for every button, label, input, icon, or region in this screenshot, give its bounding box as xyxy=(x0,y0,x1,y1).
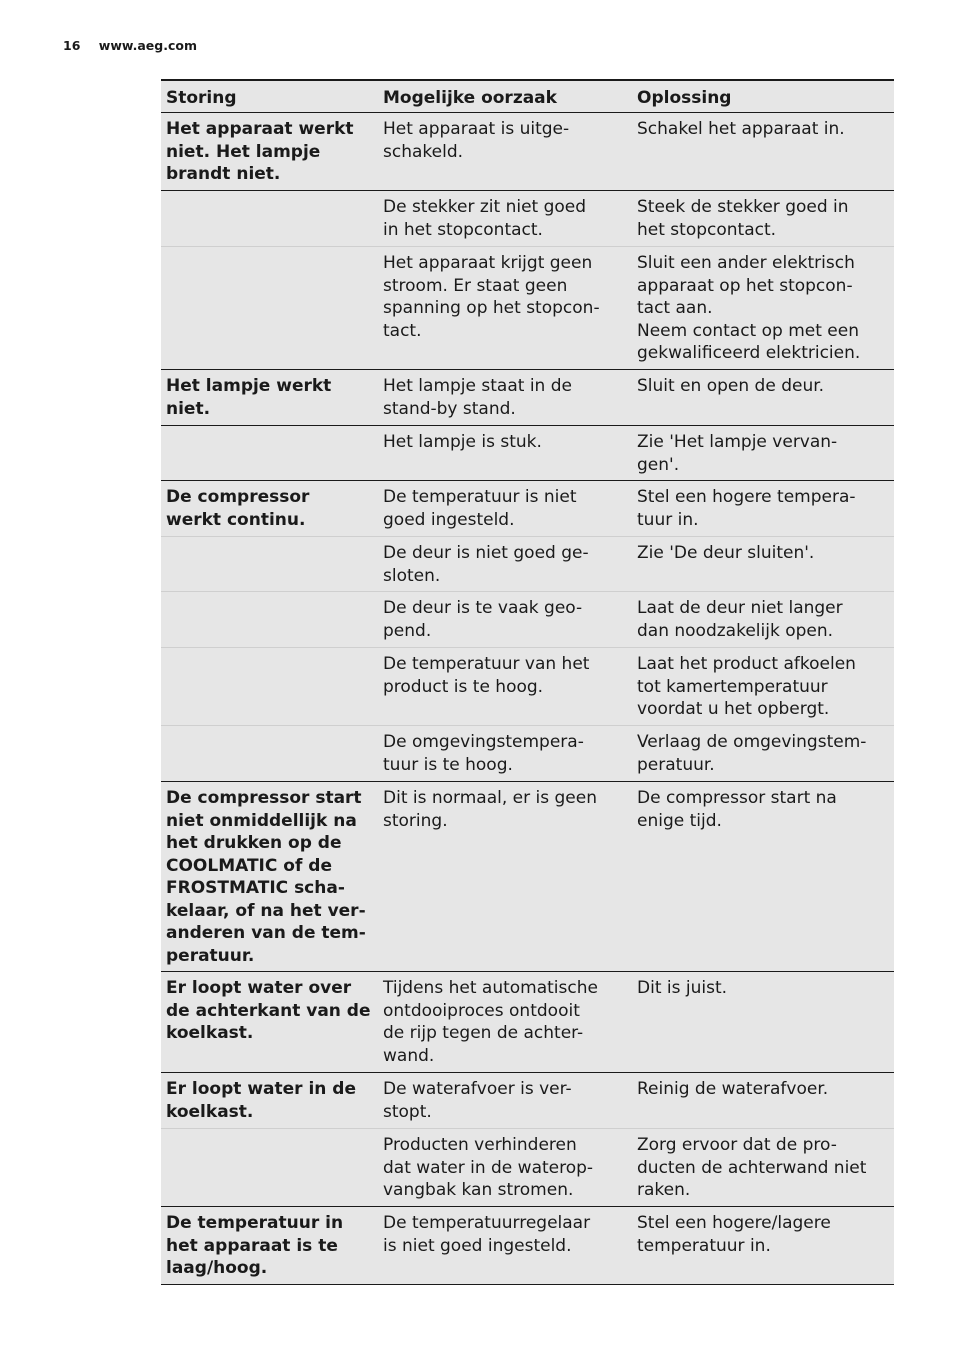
storing-cell xyxy=(161,247,379,369)
column-header-storing: Storing xyxy=(166,88,237,108)
storing-cell: De temperatuur in het apparaat is te laag/hoog. xyxy=(166,1213,344,1278)
page-header xyxy=(63,38,197,53)
oorzaak-cell: Dit is normaal, er is geen storing. xyxy=(383,788,597,831)
storing-cell xyxy=(161,648,379,725)
table-row xyxy=(161,592,894,648)
oorzaak-cell: Producten verhinderen dat water in de waterop- vangbak kan stromen. xyxy=(383,1135,594,1200)
table-row xyxy=(161,972,894,1073)
troubleshooting-table xyxy=(161,79,894,1285)
storing-cell: Het apparaat werkt niet. Het lampje brandt niet. xyxy=(166,119,354,184)
table-row xyxy=(161,426,894,481)
oplossing-cell: Dit is juist. xyxy=(637,978,728,998)
oorzaak-cell: De deur is niet goed ge- sloten. xyxy=(383,543,589,586)
table-row xyxy=(161,113,894,191)
storing-cell xyxy=(161,537,379,591)
oplossing-cell: Stel een hogere/lagere temperatuur in. xyxy=(637,1213,831,1256)
storing-cell xyxy=(161,191,379,246)
table-row xyxy=(161,537,894,592)
oplossing-cell: Zie 'De deur sluiten'. xyxy=(637,543,815,563)
oorzaak-cell: Tijdens het automatische ontdooiproces ontdooit de rijp tegen de achter- wand. xyxy=(383,978,598,1066)
column-header-oplossing: Oplossing xyxy=(637,88,732,108)
storing-cell: Het lampje werkt niet. xyxy=(166,376,332,419)
table-row xyxy=(161,726,894,782)
oorzaak-cell: Het apparaat krijgt geen stroom. Er staat geen spanning op het stopcon- tact. xyxy=(383,253,600,341)
table-row xyxy=(161,191,894,247)
table-row xyxy=(161,1129,894,1207)
storing-cell: Er loopt water in de koelkast. xyxy=(166,1079,356,1122)
oorzaak-cell: Het lampje staat in de stand-by stand. xyxy=(383,376,572,419)
table-row xyxy=(161,481,894,537)
oplossing-cell: De compressor start na enige tijd. xyxy=(637,788,837,831)
table-row xyxy=(161,247,894,370)
oplossing-cell: Laat de deur niet langer dan noodzakelijk open. xyxy=(637,598,843,641)
oplossing-cell: Zie 'Het lampje vervan- gen'. xyxy=(637,432,838,475)
page-number: 16 xyxy=(63,38,81,53)
oplossing-cell: Laat het product afkoelen tot kamertemperatuur voordat u het opbergt. xyxy=(637,654,856,719)
oorzaak-cell: De stekker zit niet goed in het stopcontact. xyxy=(383,197,587,240)
table-row xyxy=(161,648,894,726)
oplossing-cell: Stel een hogere tempera- tuur in. xyxy=(637,487,856,530)
oorzaak-cell: De temperatuur is niet goed ingesteld. xyxy=(383,487,577,530)
table-header-row xyxy=(161,79,894,113)
oplossing-cell: Steek de stekker goed in het stopcontact. xyxy=(637,197,849,240)
table-row xyxy=(161,370,894,426)
storing-cell xyxy=(161,426,379,480)
oorzaak-cell: De deur is te vaak geo- pend. xyxy=(383,598,583,641)
oorzaak-cell: De waterafvoer is ver- stopt. xyxy=(383,1079,572,1122)
oorzaak-cell: De omgevingstempera- tuur is te hoog. xyxy=(383,732,584,775)
oplossing-cell: Schakel het apparaat in. xyxy=(637,119,845,139)
oplossing-cell: Verlaag de omgevingstem- peratuur. xyxy=(637,732,867,775)
storing-cell xyxy=(161,1129,379,1206)
site-url: www.aeg.com xyxy=(98,38,197,53)
oorzaak-cell: De temperatuur van het product is te hoog. xyxy=(383,654,590,697)
table-row xyxy=(161,782,894,972)
storing-cell xyxy=(161,726,379,781)
storing-cell xyxy=(161,592,379,647)
oplossing-cell: Zorg ervoor dat de pro- ducten de achterwand niet raken. xyxy=(637,1135,867,1200)
oorzaak-cell: Het lampje is stuk. xyxy=(383,432,542,452)
oorzaak-cell: Het apparaat is uitge- schakeld. xyxy=(383,119,570,162)
table-row xyxy=(161,1207,894,1285)
storing-cell: De compressor werkt continu. xyxy=(166,487,310,530)
table-row xyxy=(161,1073,894,1129)
oplossing-cell: Sluit en open de deur. xyxy=(637,376,825,396)
oplossing-cell: Reinig de waterafvoer. xyxy=(637,1079,829,1099)
oplossing-cell: Sluit een ander elektrisch apparaat op het stopcon- tact aan. Neem contact op met een gekwalificeerd elektricien. xyxy=(637,253,861,363)
oorzaak-cell: De temperatuurregelaar is niet goed ingesteld. xyxy=(383,1213,591,1256)
storing-cell: De compressor start niet onmiddellijk na het drukken op de COOLMATIC of de FROSTMATIC scha- kelaar, of na het ver- anderen van de tem- peratuur. xyxy=(166,788,366,966)
storing-cell: Er loopt water over de achterkant van de koelkast. xyxy=(166,978,371,1043)
column-header-oorzaak: Mogelijke oorzaak xyxy=(383,88,557,108)
